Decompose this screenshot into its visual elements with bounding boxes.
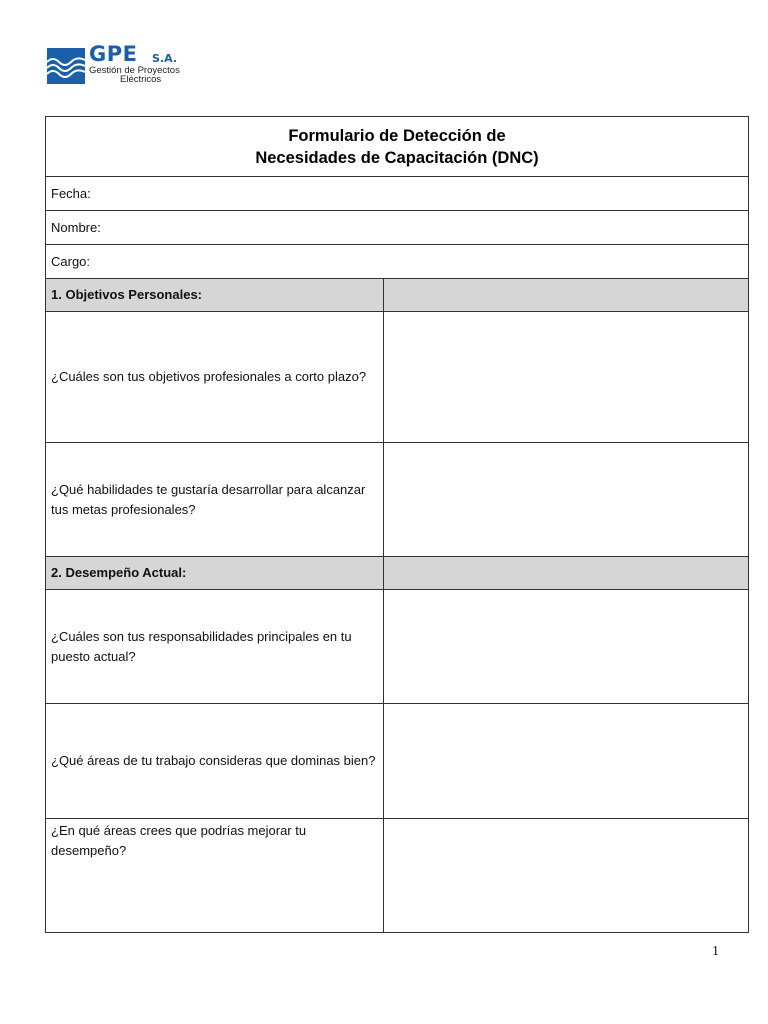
section-heading-desempeno: 2. Desempeño Actual: (46, 557, 384, 590)
nombre-field[interactable] (46, 211, 749, 245)
question-responsabilidades: ¿Cuáles son tus responsabilidades principales en tu puesto actual? (46, 590, 384, 704)
answer-responsabilidades[interactable] (384, 590, 749, 704)
answer-objetivos-corto-plazo[interactable] (384, 312, 749, 443)
question-areas-mejorar: ¿En qué áreas crees que podrías mejorar tu desempeño? (46, 819, 384, 933)
logo-brand-text: GPE (89, 42, 138, 66)
cargo-label: Cargo: (51, 253, 91, 269)
fecha-field[interactable] (46, 177, 749, 211)
logo-subtitle-line2: Eléctricos (120, 74, 162, 85)
dnc-form-table (45, 116, 749, 933)
logo-suffix-text: S.A. (152, 52, 177, 65)
cargo-field[interactable] (46, 245, 749, 279)
section-heading-objetivos: 1. Objetivos Personales: (46, 279, 384, 312)
form-title-line2: Necesidades de Capacitación (DNC) (255, 148, 539, 167)
answer-areas-mejorar[interactable] (384, 819, 749, 933)
question-areas-dominas: ¿Qué áreas de tu trabajo consideras que dominas bien? (46, 704, 384, 819)
nombre-label: Nombre: (51, 219, 101, 235)
page-number: 1 (712, 944, 719, 959)
section-heading-objetivos-blank (384, 279, 749, 312)
question-objetivos-corto-plazo: ¿Cuáles son tus objetivos profesionales a corto plazo? (46, 312, 384, 443)
form-title-line1: Formulario de Detección de (288, 126, 506, 145)
wave-logo-icon (47, 48, 85, 84)
question-habilidades: ¿Qué habilidades te gustaría desarrollar para alcanzar tus metas profesionales? (46, 443, 384, 557)
logo-subtitle-line1: Gestión de Proyectos (89, 65, 180, 76)
fecha-label: Fecha: (51, 185, 91, 201)
form-title (46, 117, 749, 177)
section-heading-desempeno-blank (384, 557, 749, 590)
answer-areas-dominas[interactable] (384, 704, 749, 819)
company-logo (47, 42, 197, 86)
answer-habilidades[interactable] (384, 443, 749, 557)
